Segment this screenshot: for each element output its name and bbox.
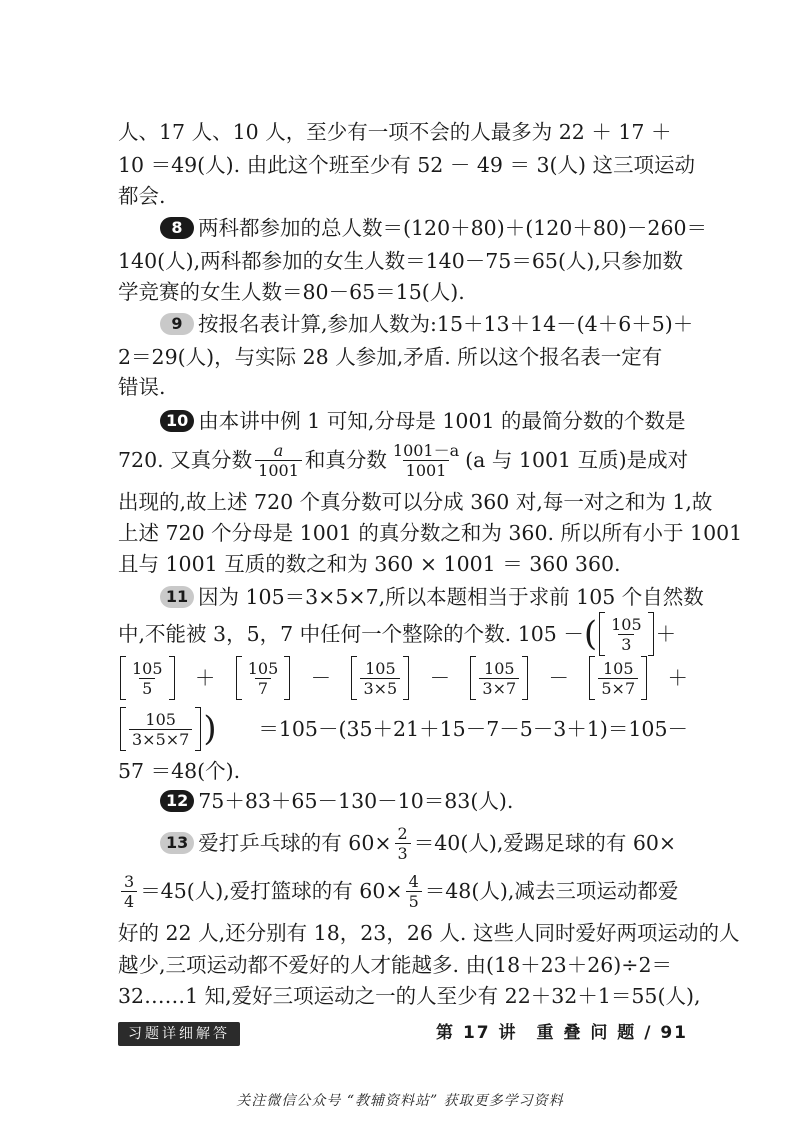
text-line: 错误.: [118, 375, 166, 399]
page-footer-title: 第 17 讲 重 叠 问 题 / 91: [436, 1023, 688, 1043]
text-line: 且与 1001 互质的数之和为 360 × 1001 ＝ 360 360.: [118, 552, 621, 576]
text-line: 都会.: [118, 184, 166, 208]
problem-number-badge: 9: [160, 313, 194, 335]
problem-number-badge: 11: [160, 586, 194, 608]
fraction: $\frac{1001-a}{1001}$: [392, 440, 460, 480]
floor-bracket: $\frac{105}{5\times 7}$: [589, 656, 647, 700]
text-line-with-brackets: 中,不能被 3，5，7 中任何一个整除的个数. 105 － ( $\frac{105}{3}$ ＋: [118, 614, 677, 654]
text-line: 32……1 知,爱好三项运动之一的人至少有 22＋32＋1＝55(人),: [118, 984, 701, 1008]
problem-11-line: 11 因为 105＝3×5×7,所以本题相当于求前 105 个自然数: [160, 582, 688, 612]
text-line-with-fractions: $\frac{3}{4}$ ＝45(人),爱打篮球的有 60× $\frac{4}{5}$ ＝48(人),减去三项运动都爱: [118, 870, 688, 912]
problem-12-line: 12 75＋83＋65－130－10＝83(人).: [160, 786, 688, 816]
text-line: 越少,三项运动都不爱好的人才能越多. 由(18＋23＋26)÷2＝: [118, 953, 673, 977]
problem-number-badge: 13: [160, 832, 194, 854]
fraction: $\frac{4}{5}$: [406, 872, 422, 911]
fraction: $\frac{3}{4}$: [121, 872, 137, 911]
floor-bracket: $\frac{105}{3}$: [599, 612, 654, 656]
bracket-expression-line: $\frac{105}{3\times 5\times 7}$ ) ＝105－(35＋21＋15－7－5－3＋1)＝105－: [118, 707, 688, 751]
problem-number-badge: 12: [160, 790, 194, 812]
text-line: 出现的,故上述 720 个真分数可以分成 360 对,每一对之和为 1,故: [118, 490, 713, 514]
floor-bracket: $\frac{105}{7}$: [236, 656, 291, 700]
problem-13-line: 13 爱打乒乓球的有 60× $\frac{2}{3}$ ＝40(人),爱踢足球的有 60×: [160, 822, 688, 864]
problem-10-line: 10 由本讲中例 1 可知,分母是 1001 的最简分数的个数是: [160, 406, 688, 436]
problem-9-line: 9 按报名表计算,参加人数为:15＋13＋14－(4＋6＋5)＋: [160, 309, 688, 339]
text-line-with-fractions: 720. 又真分数 $\frac{a}{1001}$ 和真分数 $\frac{1001-a}{1001}$ (a 与 1001 互质)是成对: [118, 440, 689, 480]
text-line: 人、17 人、10 人，至少有一项不会的人最多为 22 ＋ 17 ＋: [118, 120, 672, 144]
problem-number-badge: 8: [160, 217, 194, 239]
fraction: $\frac{a}{1001}$: [255, 441, 302, 480]
problem-8-line: 8 两科都参加的总人数＝(120＋80)＋(120＋80)－260＝: [160, 213, 688, 243]
text-line: 140(人),两科都参加的女生人数＝140－75＝65(人),只参加数: [118, 249, 683, 273]
text-line: 2＝29(人)，与实际 28 人参加,矛盾. 所以这个报名表一定有: [118, 345, 663, 369]
floor-bracket: $\frac{105}{5}$: [120, 656, 175, 700]
bracket-expression-line: $\frac{105}{5}$ ＋ $\frac{105}{7}$ － $\frac{105}{3\times 5}$ － $\frac{105}{3\times 7}$ － $\frac{105}{5\times 7}$ ＋: [118, 656, 688, 700]
section-tag: 习题详细解答: [118, 1022, 240, 1046]
text-line: 10 ＝49(人). 由此这个班至少有 52 － 49 ＝ 3(人) 这三项运动: [118, 153, 696, 177]
floor-bracket: $\frac{105}{3\times 5}$: [351, 656, 409, 700]
floor-bracket: $\frac{105}{3\times 7}$: [470, 656, 528, 700]
floor-bracket: $\frac{105}{3\times 5\times 7}$: [120, 707, 201, 751]
problem-number-badge: 10: [160, 410, 194, 432]
text-line: 好的 22 人,还分别有 18，23，26 人. 这些人同时爱好两项运动的人: [118, 921, 740, 945]
text-line: 上述 720 个分母是 1001 的真分数之和为 360. 所以所有小于 1001: [118, 521, 743, 545]
text-line: 学竞赛的女生人数＝80－65＝15(人).: [118, 280, 465, 304]
fraction: $\frac{2}{3}$: [395, 824, 411, 863]
watermark-note: 关注微信公众号 “教辅资料站” 获取更多学习资料: [236, 1093, 564, 1109]
text-line: 57 ＝48(个).: [118, 759, 241, 783]
